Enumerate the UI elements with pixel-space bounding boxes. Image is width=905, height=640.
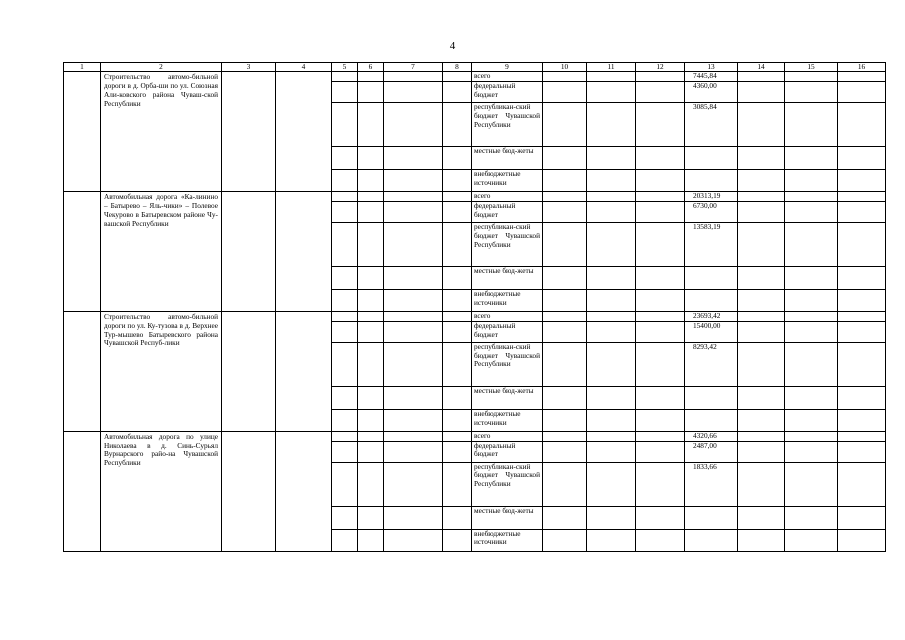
cell-col-15 <box>785 409 838 431</box>
cell-col-8 <box>443 431 472 441</box>
column-number: 14 <box>738 63 785 72</box>
cell-col-8 <box>443 529 472 551</box>
cell-col-14 <box>738 529 785 551</box>
funding-amount: 4360,00 <box>685 81 738 102</box>
cell-col-8 <box>443 201 472 222</box>
cell-col-5 <box>332 289 358 311</box>
cell-col-5 <box>332 222 358 266</box>
cell-col-7 <box>384 169 443 191</box>
column-number: 12 <box>636 63 685 72</box>
cell-col-5 <box>332 102 358 146</box>
cell-col-14 <box>738 201 785 222</box>
cell-col-6 <box>358 102 384 146</box>
cell-col-12 <box>636 431 685 441</box>
column-number: 2 <box>101 63 222 72</box>
cell-col-1 <box>64 311 101 431</box>
cell-col-12 <box>636 169 685 191</box>
funding-source: республикан-ский бюджет Чувашской Республики <box>472 102 543 146</box>
cell-col-5 <box>332 266 358 289</box>
funding-amount <box>685 529 738 551</box>
cell-col-10 <box>543 102 587 146</box>
cell-col-11 <box>587 191 636 201</box>
funding-source: федеральный бюджет <box>472 201 543 222</box>
funding-amount: 23693,42 <box>685 311 738 321</box>
cell-col-11 <box>587 146 636 169</box>
cell-col-14 <box>738 462 785 506</box>
cell-col-14 <box>738 386 785 409</box>
cell-col-12 <box>636 289 685 311</box>
cell-col-12 <box>636 386 685 409</box>
cell-col-10 <box>543 81 587 102</box>
cell-col-12 <box>636 222 685 266</box>
cell-col-6 <box>358 222 384 266</box>
funding-amount: 2487,00 <box>685 441 738 462</box>
funding-source: внебюджетные источники <box>472 169 543 191</box>
cell-col-6 <box>358 386 384 409</box>
cell-col-8 <box>443 506 472 529</box>
cell-col-8 <box>443 81 472 102</box>
cell-col-5 <box>332 321 358 342</box>
funding-amount: 3085,84 <box>685 102 738 146</box>
cell-col-5 <box>332 191 358 201</box>
cell-col-12 <box>636 311 685 321</box>
cell-col-5 <box>332 72 358 82</box>
column-number: 15 <box>785 63 838 72</box>
cell-col-10 <box>543 146 587 169</box>
cell-col-10 <box>543 462 587 506</box>
cell-col-4 <box>276 191 332 311</box>
cell-col-12 <box>636 529 685 551</box>
funding-amount: 13583,19 <box>685 222 738 266</box>
cell-col-10 <box>543 409 587 431</box>
cell-col-8 <box>443 342 472 386</box>
cell-col-6 <box>358 321 384 342</box>
cell-col-12 <box>636 266 685 289</box>
cell-col-5 <box>332 81 358 102</box>
cell-col-15 <box>785 146 838 169</box>
cell-col-14 <box>738 506 785 529</box>
cell-col-1 <box>64 72 101 192</box>
column-number: 16 <box>838 63 886 72</box>
cell-col-5 <box>332 529 358 551</box>
cell-col-15 <box>785 311 838 321</box>
cell-col-8 <box>443 441 472 462</box>
cell-col-12 <box>636 191 685 201</box>
cell-col-8 <box>443 169 472 191</box>
cell-col-15 <box>785 201 838 222</box>
cell-col-15 <box>785 266 838 289</box>
cell-col-5 <box>332 409 358 431</box>
funding-source: внебюджетные источники <box>472 289 543 311</box>
cell-col-14 <box>738 289 785 311</box>
cell-col-14 <box>738 102 785 146</box>
cell-col-6 <box>358 81 384 102</box>
cell-col-11 <box>587 72 636 82</box>
cell-col-5 <box>332 431 358 441</box>
cell-col-7 <box>384 386 443 409</box>
column-number-row <box>64 63 886 72</box>
cell-col-7 <box>384 72 443 82</box>
cell-col-15 <box>785 102 838 146</box>
cell-col-12 <box>636 81 685 102</box>
cell-col-7 <box>384 289 443 311</box>
cell-col-5 <box>332 169 358 191</box>
cell-col-16 <box>838 201 886 222</box>
funding-source: местные бюд-жеты <box>472 146 543 169</box>
cell-col-15 <box>785 169 838 191</box>
cell-col-11 <box>587 462 636 506</box>
cell-col-8 <box>443 191 472 201</box>
project-name: Строительство автомо-бильной дороги в д. Орба-ши по ул. Союзная Али-ковского района Чуваш-ской Республики <box>101 72 222 192</box>
table-row <box>64 191 886 201</box>
cell-col-15 <box>785 386 838 409</box>
cell-col-16 <box>838 462 886 506</box>
cell-col-15 <box>785 222 838 266</box>
cell-col-11 <box>587 81 636 102</box>
cell-col-7 <box>384 462 443 506</box>
funding-source: всего <box>472 72 543 82</box>
cell-col-10 <box>543 222 587 266</box>
cell-col-7 <box>384 529 443 551</box>
project-name: Автомобильная дорога «Ка-линино – Батырево – Яль-чики» – Полевое Чекурово в Батыревском районе Чу-вашской Республики <box>101 191 222 311</box>
cell-col-6 <box>358 266 384 289</box>
cell-col-14 <box>738 81 785 102</box>
funding-amount <box>685 169 738 191</box>
cell-col-8 <box>443 311 472 321</box>
funding-amount: 7445,84 <box>685 72 738 82</box>
funding-amount: 15400,00 <box>685 321 738 342</box>
project-name: Строительство автомо-бильной дороги по ул. Ку-тузова в д. Верхнее Тур-мышево Батыревского района Чувашской Респуб-лики <box>101 311 222 431</box>
cell-col-5 <box>332 386 358 409</box>
column-number: 4 <box>276 63 332 72</box>
funding-amount <box>685 146 738 169</box>
cell-col-14 <box>738 191 785 201</box>
cell-col-8 <box>443 266 472 289</box>
cell-col-14 <box>738 311 785 321</box>
cell-col-11 <box>587 409 636 431</box>
cell-col-5 <box>332 146 358 169</box>
cell-col-16 <box>838 409 886 431</box>
cell-col-16 <box>838 431 886 441</box>
cell-col-8 <box>443 386 472 409</box>
cell-col-3 <box>222 191 276 311</box>
cell-col-11 <box>587 266 636 289</box>
cell-col-7 <box>384 266 443 289</box>
cell-col-16 <box>838 146 886 169</box>
cell-col-15 <box>785 321 838 342</box>
cell-col-12 <box>636 72 685 82</box>
cell-col-7 <box>384 441 443 462</box>
funding-source: всего <box>472 311 543 321</box>
cell-col-12 <box>636 409 685 431</box>
cell-col-14 <box>738 431 785 441</box>
cell-col-6 <box>358 201 384 222</box>
cell-col-1 <box>64 191 101 311</box>
cell-col-6 <box>358 72 384 82</box>
column-number: 3 <box>222 63 276 72</box>
cell-col-7 <box>384 191 443 201</box>
funding-amount <box>685 409 738 431</box>
cell-col-12 <box>636 102 685 146</box>
funding-amount <box>685 386 738 409</box>
funding-amount <box>685 266 738 289</box>
cell-col-7 <box>384 506 443 529</box>
cell-col-7 <box>384 201 443 222</box>
cell-col-14 <box>738 441 785 462</box>
column-number: 10 <box>543 63 587 72</box>
cell-col-15 <box>785 289 838 311</box>
cell-col-12 <box>636 321 685 342</box>
cell-col-6 <box>358 191 384 201</box>
cell-col-16 <box>838 72 886 82</box>
cell-col-12 <box>636 441 685 462</box>
budget-table <box>63 62 886 552</box>
cell-col-12 <box>636 201 685 222</box>
cell-col-11 <box>587 201 636 222</box>
cell-col-16 <box>838 506 886 529</box>
cell-col-10 <box>543 201 587 222</box>
cell-col-16 <box>838 191 886 201</box>
cell-col-11 <box>587 386 636 409</box>
cell-col-16 <box>838 386 886 409</box>
cell-col-14 <box>738 409 785 431</box>
funding-source: местные бюд-жеты <box>472 386 543 409</box>
cell-col-11 <box>587 431 636 441</box>
cell-col-5 <box>332 441 358 462</box>
funding-source: местные бюд-жеты <box>472 506 543 529</box>
cell-col-10 <box>543 191 587 201</box>
cell-col-4 <box>276 72 332 192</box>
cell-col-15 <box>785 431 838 441</box>
cell-col-10 <box>543 431 587 441</box>
cell-col-10 <box>543 441 587 462</box>
funding-amount: 6730,00 <box>685 201 738 222</box>
cell-col-10 <box>543 72 587 82</box>
cell-col-4 <box>276 431 332 551</box>
cell-col-16 <box>838 529 886 551</box>
cell-col-10 <box>543 169 587 191</box>
cell-col-15 <box>785 506 838 529</box>
cell-col-16 <box>838 289 886 311</box>
cell-col-7 <box>384 321 443 342</box>
cell-col-14 <box>738 169 785 191</box>
cell-col-7 <box>384 409 443 431</box>
column-number: 9 <box>472 63 543 72</box>
cell-col-6 <box>358 289 384 311</box>
cell-col-3 <box>222 431 276 551</box>
funding-source: республикан-ский бюджет Чувашской Республики <box>472 222 543 266</box>
cell-col-8 <box>443 409 472 431</box>
cell-col-8 <box>443 146 472 169</box>
cell-col-7 <box>384 431 443 441</box>
funding-source: республикан-ский бюджет Чувашской Республики <box>472 462 543 506</box>
funding-amount <box>685 289 738 311</box>
cell-col-6 <box>358 462 384 506</box>
column-number: 7 <box>384 63 443 72</box>
funding-source: всего <box>472 431 543 441</box>
funding-source: внебюджетные источники <box>472 529 543 551</box>
cell-col-16 <box>838 102 886 146</box>
cell-col-11 <box>587 169 636 191</box>
cell-col-8 <box>443 462 472 506</box>
cell-col-3 <box>222 72 276 192</box>
cell-col-11 <box>587 342 636 386</box>
cell-col-12 <box>636 146 685 169</box>
cell-col-16 <box>838 222 886 266</box>
column-number: 6 <box>358 63 384 72</box>
cell-col-8 <box>443 102 472 146</box>
cell-col-14 <box>738 342 785 386</box>
cell-col-10 <box>543 321 587 342</box>
cell-col-11 <box>587 102 636 146</box>
cell-col-8 <box>443 222 472 266</box>
cell-col-5 <box>332 311 358 321</box>
cell-col-16 <box>838 321 886 342</box>
cell-col-6 <box>358 506 384 529</box>
cell-col-6 <box>358 409 384 431</box>
cell-col-6 <box>358 529 384 551</box>
cell-col-7 <box>384 222 443 266</box>
cell-col-5 <box>332 462 358 506</box>
column-number: 8 <box>443 63 472 72</box>
cell-col-11 <box>587 289 636 311</box>
cell-col-4 <box>276 311 332 431</box>
cell-col-1 <box>64 431 101 551</box>
cell-col-15 <box>785 72 838 82</box>
cell-col-11 <box>587 311 636 321</box>
cell-col-7 <box>384 146 443 169</box>
cell-col-14 <box>738 266 785 289</box>
cell-col-5 <box>332 506 358 529</box>
funding-source: всего <box>472 191 543 201</box>
page-number: 4 <box>449 40 456 52</box>
cell-col-6 <box>358 169 384 191</box>
cell-col-11 <box>587 529 636 551</box>
cell-col-5 <box>332 201 358 222</box>
cell-col-15 <box>785 441 838 462</box>
funding-amount: 20313,19 <box>685 191 738 201</box>
funding-source: республикан-ский бюджет Чувашской Республики <box>472 342 543 386</box>
funding-source: внебюджетные источники <box>472 409 543 431</box>
cell-col-8 <box>443 289 472 311</box>
cell-col-10 <box>543 506 587 529</box>
cell-col-11 <box>587 506 636 529</box>
cell-col-14 <box>738 222 785 266</box>
cell-col-15 <box>785 529 838 551</box>
cell-col-11 <box>587 222 636 266</box>
cell-col-3 <box>222 311 276 431</box>
cell-col-10 <box>543 266 587 289</box>
cell-col-14 <box>738 72 785 82</box>
funding-amount: 1833,66 <box>685 462 738 506</box>
cell-col-10 <box>543 289 587 311</box>
funding-amount: 4320,66 <box>685 431 738 441</box>
cell-col-15 <box>785 81 838 102</box>
cell-col-6 <box>358 441 384 462</box>
cell-col-8 <box>443 321 472 342</box>
cell-col-8 <box>443 72 472 82</box>
cell-col-7 <box>384 342 443 386</box>
cell-col-10 <box>543 529 587 551</box>
cell-col-12 <box>636 342 685 386</box>
funding-amount: 8293,42 <box>685 342 738 386</box>
column-number: 1 <box>64 63 101 72</box>
cell-col-16 <box>838 441 886 462</box>
cell-col-6 <box>358 311 384 321</box>
cell-col-15 <box>785 462 838 506</box>
cell-col-15 <box>785 191 838 201</box>
cell-col-5 <box>332 342 358 386</box>
cell-col-7 <box>384 102 443 146</box>
cell-col-12 <box>636 462 685 506</box>
cell-col-6 <box>358 342 384 386</box>
table-row <box>64 311 886 321</box>
cell-col-10 <box>543 342 587 386</box>
funding-amount <box>685 506 738 529</box>
cell-col-7 <box>384 311 443 321</box>
cell-col-11 <box>587 441 636 462</box>
project-name: Автомобильная дорога по улице Николаева в д. Синь-Сурьял Вурнарского райо-на Чувашской Республики <box>101 431 222 551</box>
cell-col-16 <box>838 81 886 102</box>
funding-source: федеральный бюджет <box>472 321 543 342</box>
cell-col-16 <box>838 266 886 289</box>
cell-col-16 <box>838 169 886 191</box>
cell-col-6 <box>358 431 384 441</box>
cell-col-15 <box>785 342 838 386</box>
cell-col-12 <box>636 506 685 529</box>
column-number: 11 <box>587 63 636 72</box>
cell-col-6 <box>358 146 384 169</box>
column-number: 5 <box>332 63 358 72</box>
cell-col-16 <box>838 342 886 386</box>
column-number: 13 <box>685 63 738 72</box>
cell-col-7 <box>384 81 443 102</box>
cell-col-10 <box>543 386 587 409</box>
cell-col-14 <box>738 146 785 169</box>
cell-col-16 <box>838 311 886 321</box>
cell-col-11 <box>587 321 636 342</box>
cell-col-10 <box>543 311 587 321</box>
table-row <box>64 72 886 82</box>
cell-col-14 <box>738 321 785 342</box>
table-row <box>64 431 886 441</box>
funding-source: федеральный бюджет <box>472 81 543 102</box>
funding-source: федеральный бюджет <box>472 441 543 462</box>
funding-source: местные бюд-жеты <box>472 266 543 289</box>
